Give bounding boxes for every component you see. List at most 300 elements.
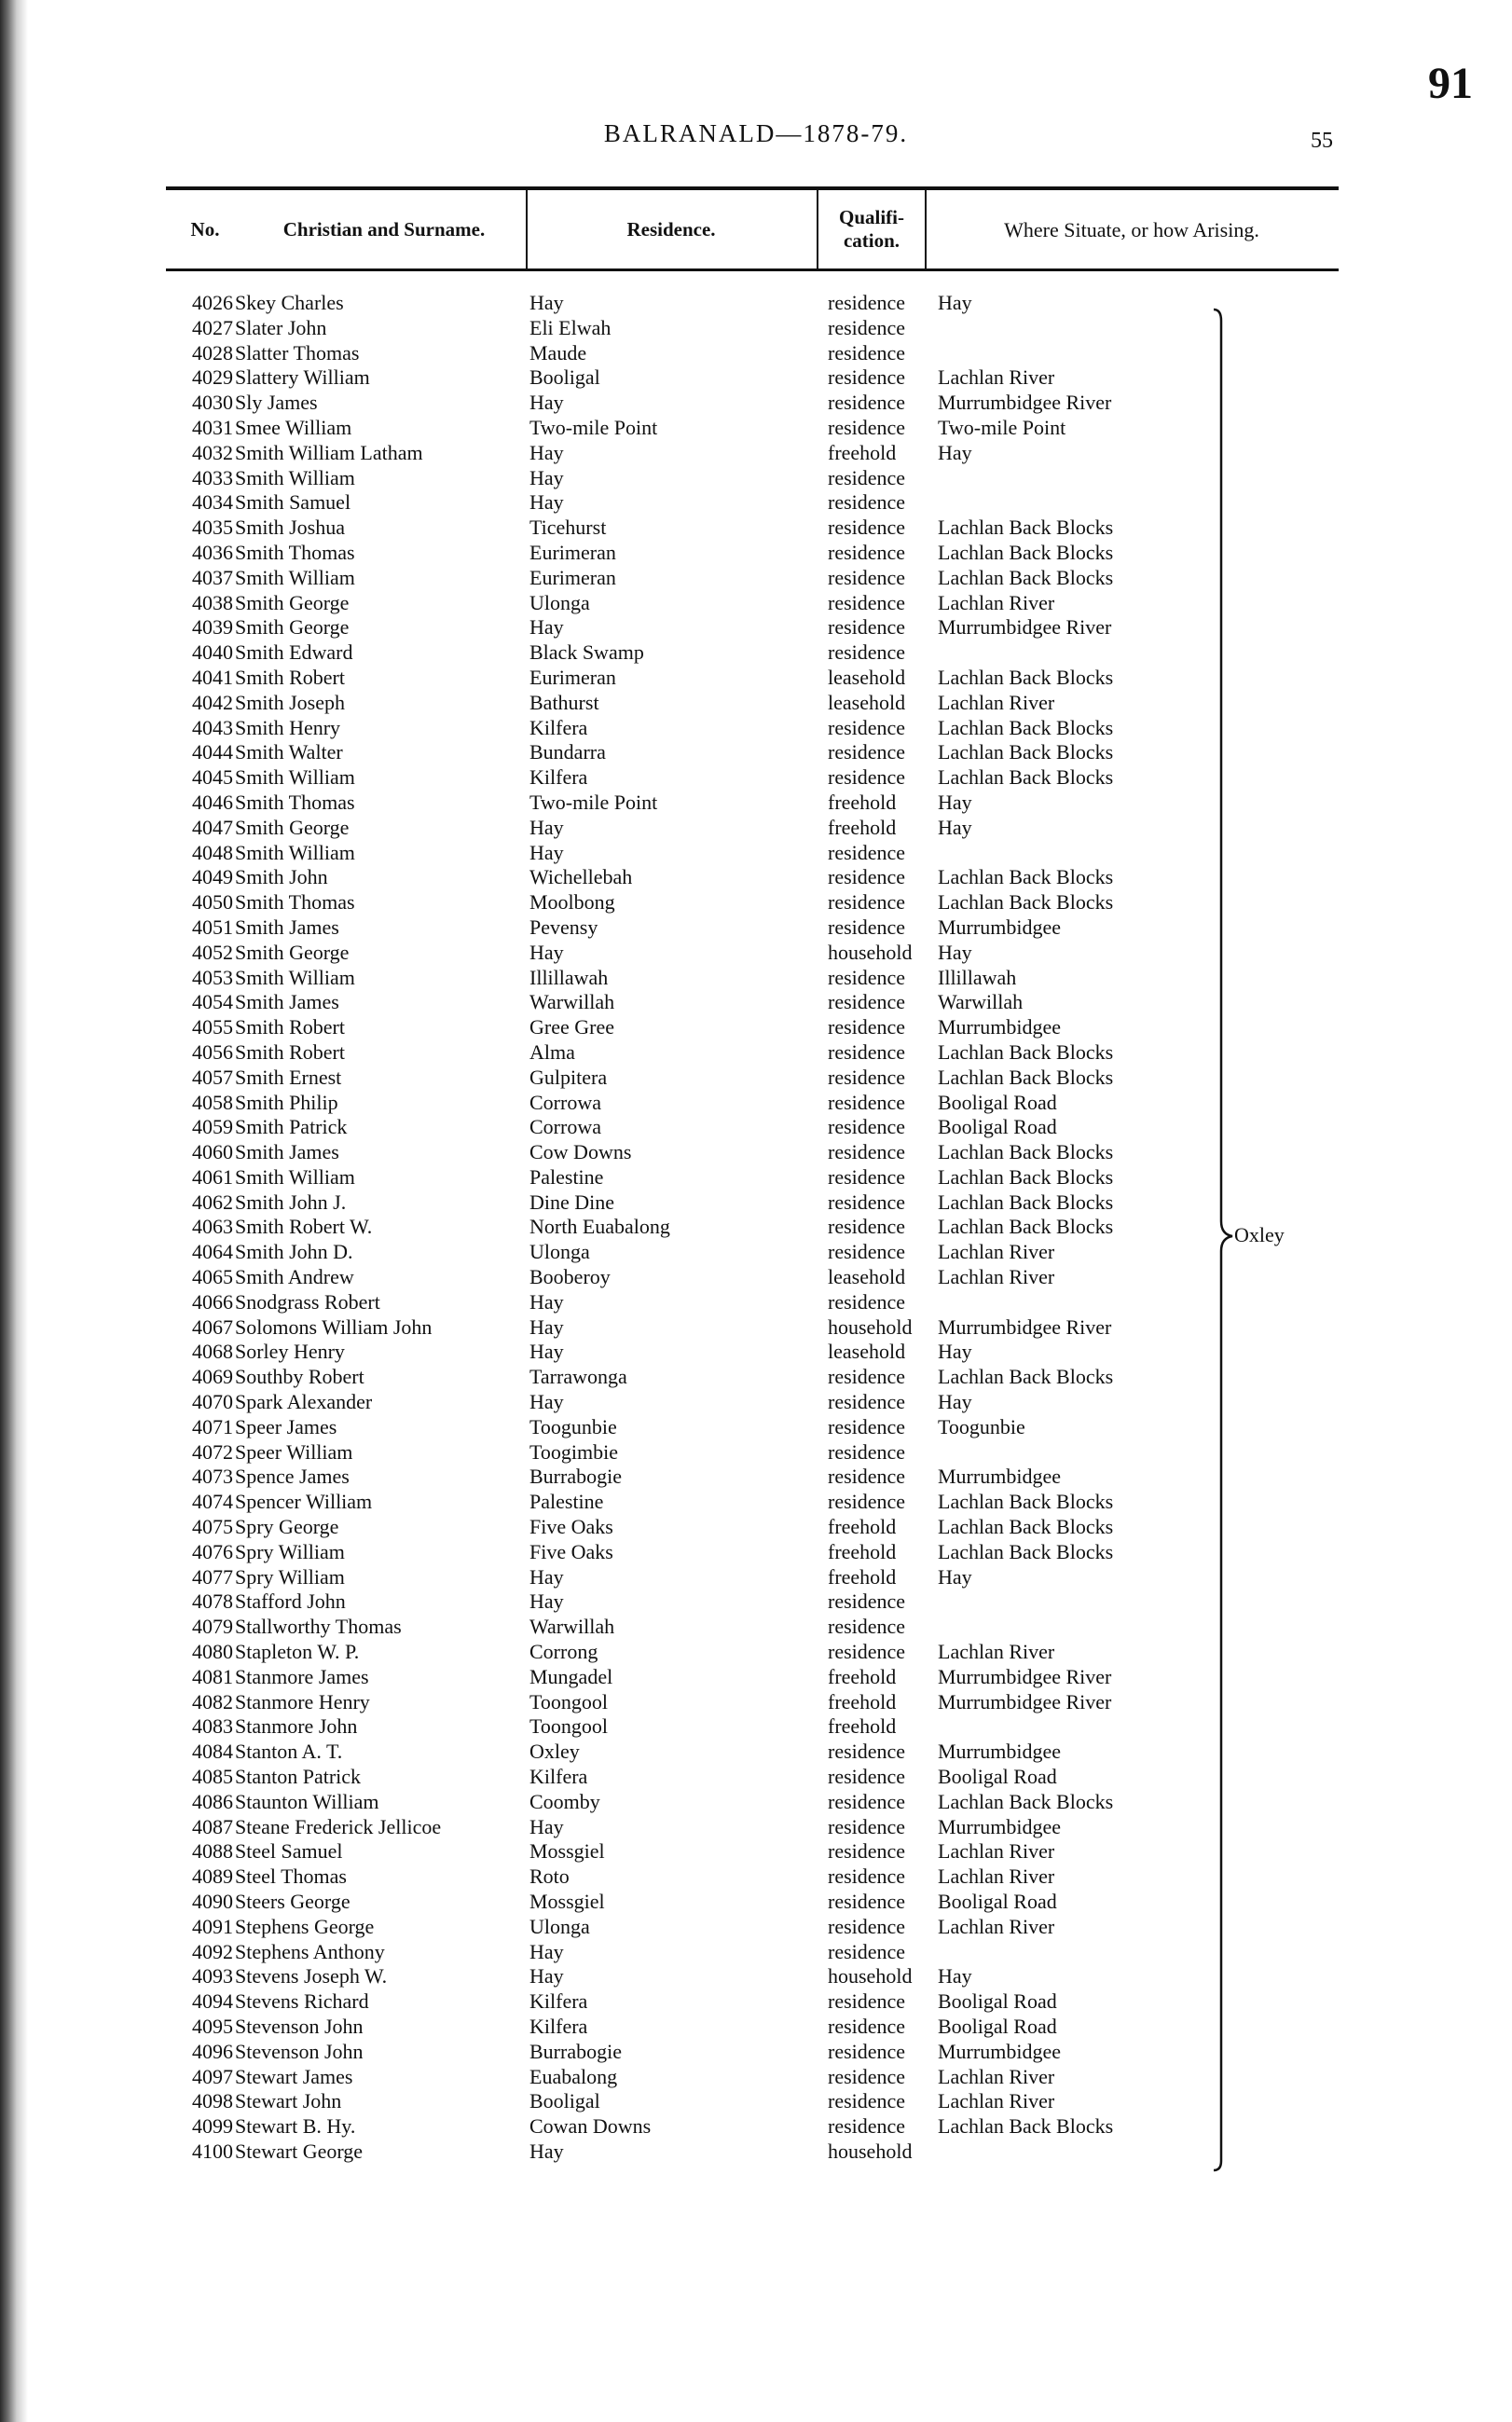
entry-name: Smith Henry: [235, 715, 341, 739]
entry-number: 4070: [192, 1390, 233, 1414]
entry-name: Stewart B. Hy.: [235, 2114, 356, 2139]
entry-where-situate: Booligal Road: [938, 1989, 1057, 2014]
entry-number: 4085: [192, 1765, 233, 1789]
entry-residence: Kilfera: [529, 2014, 588, 2038]
entry-residence: Euabalong: [529, 2064, 618, 2088]
entry-where-situate: Lachlan Back Blocks: [938, 1190, 1114, 1214]
entry-where-situate: Lachlan River: [938, 1914, 1055, 1938]
entry-residence: Toogunbie: [529, 1414, 617, 1438]
entry-name: Sly James: [235, 391, 318, 415]
column-header-name: Christian and Surname.: [282, 217, 486, 241]
entry-where-situate: Lachlan Back Blocks: [938, 565, 1114, 589]
table-row: [0, 890, 1512, 915]
entry-qualification: residence: [828, 1765, 906, 1789]
entry-number: 4062: [192, 1190, 233, 1214]
entry-residence: Hay: [529, 1289, 564, 1314]
entry-name: Smith Patrick: [235, 1115, 348, 1139]
table-row: [0, 791, 1512, 816]
entry-residence: Alma: [529, 1039, 575, 1064]
table-row: [0, 1665, 1512, 1690]
entry-where-situate: Hay: [938, 291, 972, 314]
entry-number: 4035: [192, 516, 233, 540]
entry-qualification: residence: [828, 1615, 906, 1639]
entry-qualification: freehold: [828, 1689, 897, 1713]
entry-number: 4046: [192, 790, 233, 814]
table-row: [0, 765, 1512, 791]
entry-qualification: residence: [828, 1640, 906, 1664]
entry-residence: Hay: [529, 1314, 564, 1339]
entry-number: 4081: [192, 1664, 233, 1688]
entry-where-situate: Murrumbidgee River: [938, 391, 1112, 415]
table-row: [0, 1690, 1512, 1715]
entry-qualification: freehold: [828, 1539, 897, 1563]
table-row: [0, 615, 1512, 640]
running-title: BALRANALD—1878-79.: [603, 119, 909, 147]
entry-number: 4040: [192, 640, 233, 665]
entry-qualification: residence: [828, 1439, 906, 1464]
entry-number: 4094: [192, 1989, 233, 2014]
entry-name: Smith Joseph: [235, 690, 345, 714]
entry-name: Smith Robert: [235, 665, 345, 689]
table-row: [0, 1066, 1512, 1091]
entry-where-situate: Lachlan River: [938, 2089, 1055, 2113]
entry-qualification: freehold: [828, 815, 897, 839]
entry-qualification: residence: [828, 2114, 906, 2139]
table-row: [0, 1615, 1512, 1640]
entry-residence: Hay: [529, 465, 564, 489]
entry-qualification: residence: [828, 1989, 906, 2014]
entry-residence: Hay: [529, 815, 564, 839]
entry-residence: Kilfera: [529, 1765, 588, 1789]
entry-residence: Ulonga: [529, 1914, 590, 1938]
entry-qualification: residence: [828, 915, 906, 939]
entry-residence: Bathurst: [529, 690, 599, 714]
table-row: [0, 316, 1512, 341]
entry-qualification: residence: [828, 1865, 906, 1889]
entry-number: 4072: [192, 1439, 233, 1464]
entry-where-situate: Booligal Road: [938, 1890, 1057, 1913]
entry-where-situate: Murrumbidgee: [938, 1740, 1061, 1764]
entry-residence: Booligal: [529, 2089, 600, 2113]
entry-where-situate: Lachlan Back Blocks: [938, 1365, 1114, 1389]
table-row: [0, 1964, 1512, 1989]
entry-name: Slatter Thomas: [235, 340, 360, 365]
table-row: [0, 1440, 1512, 1466]
entry-number: 4033: [192, 465, 233, 489]
entry-name: Spencer William: [235, 1490, 373, 1514]
table-row: [0, 441, 1512, 466]
entry-qualification: residence: [828, 465, 906, 489]
table-row: [0, 2140, 1512, 2165]
entry-number: 4082: [192, 1689, 233, 1713]
entry-qualification: household: [828, 1964, 913, 1989]
entry-number: 4039: [192, 615, 233, 640]
entry-qualification: residence: [828, 640, 906, 665]
entry-name: Southby Robert: [235, 1365, 364, 1389]
entry-residence: Eli Elwah: [529, 315, 612, 339]
table-row: [0, 1365, 1512, 1390]
entry-residence: Hay: [529, 490, 564, 515]
entry-number: 4047: [192, 815, 233, 839]
entry-qualification: household: [828, 940, 913, 964]
entry-number: 4038: [192, 590, 233, 614]
entry-name: Stanmore James: [235, 1664, 369, 1688]
entry-residence: Corrong: [529, 1640, 598, 1664]
entry-qualification: residence: [828, 291, 906, 314]
entry-number: 4058: [192, 1090, 233, 1114]
table-row: [0, 1215, 1512, 1240]
entry-number: 4063: [192, 1215, 233, 1239]
table-row: [0, 1915, 1512, 1940]
entry-qualification: freehold: [828, 1564, 897, 1589]
entry-residence: Palestine: [529, 1164, 604, 1189]
entry-residence: Kilfera: [529, 1989, 588, 2014]
table-row: [0, 941, 1512, 966]
entry-number: 4055: [192, 1015, 233, 1039]
entry-qualification: residence: [828, 1015, 906, 1039]
table-row: [0, 291, 1512, 316]
entry-name: Spry William: [235, 1564, 345, 1589]
entry-number: 4067: [192, 1314, 233, 1339]
entry-name: Stevens Joseph W.: [235, 1964, 388, 1989]
table-row: [0, 391, 1512, 416]
table-row: [0, 865, 1512, 890]
table-row: [0, 1315, 1512, 1341]
entry-qualification: residence: [828, 1215, 906, 1239]
entry-name: Stephens Anthony: [235, 1939, 385, 1963]
table-row: [0, 2040, 1512, 2065]
entry-qualification: household: [828, 1314, 913, 1339]
entry-name: Smith Joshua: [235, 516, 345, 540]
table-row: [0, 1240, 1512, 1265]
folio-number: 91: [1428, 59, 1473, 108]
table-row: [0, 490, 1512, 516]
entry-name: Spry William: [235, 1539, 345, 1563]
entry-residence: Toogimbie: [529, 1439, 619, 1464]
table-row: [0, 2015, 1512, 2040]
entry-qualification: residence: [828, 1890, 906, 1913]
entry-name: Smith Edward: [235, 640, 353, 665]
entry-where-situate: Murrumbidgee: [938, 2039, 1061, 2063]
table-row: [0, 716, 1512, 741]
entry-where-situate: Two-mile Point: [938, 415, 1066, 439]
entry-name: Stanmore John: [235, 1714, 358, 1739]
entry-number: 4097: [192, 2064, 233, 2088]
entry-name: Stafford John: [235, 1589, 346, 1614]
entry-name: Stephens George: [235, 1914, 375, 1938]
entry-where-situate: Murrumbidgee River: [938, 1314, 1112, 1339]
entry-residence: Gulpitera: [529, 1065, 608, 1089]
entry-residence: Hay: [529, 840, 564, 864]
entry-residence: Corrowa: [529, 1115, 601, 1139]
entry-residence: Palestine: [529, 1490, 604, 1514]
table-row: [0, 1565, 1512, 1590]
entry-qualification: residence: [828, 1465, 906, 1489]
entry-name: Staunton William: [235, 1789, 379, 1813]
entry-where-situate: Hay: [938, 1340, 972, 1364]
entry-residence: Hay: [529, 1340, 564, 1364]
table-row: [0, 2114, 1512, 2140]
entry-qualification: residence: [828, 516, 906, 540]
table-row: [0, 966, 1512, 991]
entry-residence: Hay: [529, 2139, 564, 2163]
entry-qualification: residence: [828, 840, 906, 864]
entry-name: Stewart James: [235, 2064, 353, 2088]
table-row: [0, 1940, 1512, 1965]
entry-number: 4098: [192, 2089, 233, 2113]
entry-qualification: residence: [828, 540, 906, 564]
entry-number: 4079: [192, 1615, 233, 1639]
entry-name: Smith Robert: [235, 1015, 345, 1039]
entry-name: Steane Frederick Jellicoe: [235, 1814, 442, 1838]
entry-residence: Bundarra: [529, 740, 606, 764]
entry-name: Smith Robert W.: [235, 1215, 373, 1239]
entry-residence: Toongool: [529, 1714, 609, 1739]
entry-where-situate: Lachlan Back Blocks: [938, 2114, 1114, 2139]
table-row: [0, 541, 1512, 566]
entry-residence: Hay: [529, 1390, 564, 1414]
entry-name: Sorley Henry: [235, 1340, 345, 1364]
entry-number: 4031: [192, 415, 233, 439]
table-row: [0, 1040, 1512, 1066]
entry-number: 4086: [192, 1789, 233, 1813]
entry-where-situate: Lachlan Back Blocks: [938, 1164, 1114, 1189]
entry-qualification: residence: [828, 1090, 906, 1114]
entry-name: Smith James: [235, 1140, 339, 1164]
column-header-no: No.: [190, 217, 220, 241]
entry-name: Snodgrass Robert: [235, 1289, 380, 1314]
entry-qualification: residence: [828, 2089, 906, 2113]
entry-number: 4045: [192, 765, 233, 790]
entry-name: Stevens Richard: [235, 1989, 369, 2014]
entry-name: Speer James: [235, 1414, 337, 1438]
entry-where-situate: Booligal Road: [938, 2014, 1057, 2038]
entry-qualification: residence: [828, 1115, 906, 1139]
entry-residence: Hay: [529, 291, 564, 314]
entry-name: Smith George: [235, 815, 350, 839]
table-row: [0, 2089, 1512, 2114]
entry-name: Smith William: [235, 565, 355, 589]
table-row: [0, 1415, 1512, 1440]
entry-where-situate: Lachlan River: [938, 1865, 1055, 1889]
table-row: [0, 1015, 1512, 1040]
entry-residence: Eurimeran: [529, 565, 616, 589]
entry-residence: Two-mile Point: [529, 415, 658, 439]
entry-where-situate: Booligal Road: [938, 1765, 1057, 1789]
table-row: [0, 1265, 1512, 1290]
column-header-qualification: Qualifi-cation.: [838, 206, 904, 252]
entry-where-situate: Lachlan Back Blocks: [938, 665, 1114, 689]
table-row: [0, 1091, 1512, 1116]
entry-where-situate: Lachlan Back Blocks: [938, 1140, 1114, 1164]
table-row: [0, 1815, 1512, 1840]
entry-number: 4078: [192, 1589, 233, 1614]
entry-number: 4032: [192, 440, 233, 464]
entry-qualification: residence: [828, 1240, 906, 1264]
table-row: [0, 640, 1512, 666]
entry-residence: Oxley: [529, 1740, 580, 1764]
entry-number: 4099: [192, 2114, 233, 2139]
table-row: [0, 365, 1512, 391]
entry-qualification: residence: [828, 1414, 906, 1438]
entry-number: 4048: [192, 840, 233, 864]
entry-qualification: residence: [828, 1814, 906, 1838]
entry-residence: Five Oaks: [529, 1515, 613, 1539]
entry-where-situate: Warwillah: [938, 990, 1024, 1014]
entry-name: Smith Philip: [235, 1090, 338, 1114]
entry-where-situate: Hay: [938, 815, 972, 839]
entry-number: 4036: [192, 540, 233, 564]
entry-residence: Warwillah: [529, 990, 615, 1014]
entry-name: Smith William Latham: [235, 440, 423, 464]
table-row: [0, 1714, 1512, 1740]
entry-residence: Mungadel: [529, 1664, 613, 1688]
header-bottom-rule: [166, 268, 1339, 271]
table-row: [0, 816, 1512, 841]
entry-name: Smith John: [235, 865, 328, 889]
entry-name: Smith Thomas: [235, 890, 355, 915]
entry-residence: Dine Dine: [529, 1190, 615, 1214]
entry-name: Smith Robert: [235, 1039, 345, 1064]
entry-qualification: residence: [828, 340, 906, 365]
entry-number: 4049: [192, 865, 233, 889]
table-row: [0, 1790, 1512, 1815]
entry-name: Stevenson John: [235, 2014, 364, 2038]
entry-where-situate: Lachlan Back Blocks: [938, 516, 1114, 540]
entry-where-situate: Lachlan Back Blocks: [938, 1789, 1114, 1813]
entry-where-situate: Hay: [938, 790, 972, 814]
entry-where-situate: Lachlan Back Blocks: [938, 865, 1114, 889]
entry-where-situate: Lachlan River: [938, 1640, 1055, 1664]
entry-name: Stanton Patrick: [235, 1765, 362, 1789]
entry-where-situate: Murrumbidgee: [938, 1015, 1061, 1039]
entry-number: 4090: [192, 1890, 233, 1913]
entry-name: Smith James: [235, 990, 339, 1014]
table-row: [0, 1515, 1512, 1540]
table-row: [0, 1865, 1512, 1890]
entry-name: Smith Walter: [235, 740, 343, 764]
entry-where-situate: Lachlan River: [938, 590, 1055, 614]
entry-qualification: residence: [828, 740, 906, 764]
table-row: [0, 1640, 1512, 1665]
entry-qualification: residence: [828, 1789, 906, 1813]
page-number: 55: [1311, 129, 1333, 153]
entry-where-situate: Hay: [938, 1564, 972, 1589]
table-row: [0, 1465, 1512, 1490]
entry-name: Steel Thomas: [235, 1865, 347, 1889]
entry-name: Stewart George: [235, 2139, 364, 2163]
entry-qualification: residence: [828, 2039, 906, 2063]
entry-number: 4060: [192, 1140, 233, 1164]
entry-residence: Hay: [529, 615, 564, 640]
entry-qualification: leasehold: [828, 1265, 906, 1289]
entry-number: 4052: [192, 940, 233, 964]
entry-number: 4091: [192, 1914, 233, 1938]
entry-number: 4037: [192, 565, 233, 589]
entry-where-situate: Illillawah: [938, 965, 1017, 989]
entry-where-situate: Lachlan Back Blocks: [938, 740, 1114, 764]
entry-qualification: residence: [828, 2014, 906, 2038]
entry-name: Smith William: [235, 465, 355, 489]
entry-name: Smith George: [235, 615, 350, 640]
entry-number: 4093: [192, 1964, 233, 1989]
table-row: [0, 566, 1512, 591]
entry-residence: Coomby: [529, 1789, 600, 1813]
column-header-residence: Residence.: [626, 217, 716, 241]
entry-number: 4087: [192, 1814, 233, 1838]
entry-qualification: residence: [828, 1365, 906, 1389]
entry-qualification: residence: [828, 765, 906, 790]
entry-qualification: residence: [828, 615, 906, 640]
entry-qualification: residence: [828, 965, 906, 989]
entry-where-situate: Lachlan River: [938, 1240, 1055, 1264]
entry-where-situate: Lachlan Back Blocks: [938, 540, 1114, 564]
entry-name: Stevenson John: [235, 2039, 364, 2063]
entry-qualification: residence: [828, 1140, 906, 1164]
entry-name: Speer William: [235, 1439, 353, 1464]
entry-name: Slater John: [235, 315, 327, 339]
table-row: [0, 1540, 1512, 1565]
entry-residence: Pevensy: [529, 915, 598, 939]
entry-number: 4061: [192, 1164, 233, 1189]
entry-residence: Warwillah: [529, 1615, 615, 1639]
entry-number: 4027: [192, 315, 233, 339]
table-row: [0, 1290, 1512, 1315]
entry-number: 4095: [192, 2014, 233, 2038]
entry-qualification: leasehold: [828, 1340, 906, 1364]
entry-name: Stewart John: [235, 2089, 342, 2113]
column-header-where: Where Situate, or how Arising.: [1004, 217, 1259, 241]
entry-name: Solomons William John: [235, 1314, 433, 1339]
entry-qualification: freehold: [828, 1664, 897, 1688]
entry-where-situate: Lachlan Back Blocks: [938, 890, 1114, 915]
entry-qualification: residence: [828, 1164, 906, 1189]
entry-number: 4028: [192, 340, 233, 365]
entry-name: Skey Charles: [235, 291, 344, 314]
entry-number: 4083: [192, 1714, 233, 1739]
entry-where-situate: Lachlan River: [938, 365, 1055, 390]
entry-residence: Hay: [529, 440, 564, 464]
table-row: [0, 516, 1512, 541]
entry-name: Stanmore Henry: [235, 1689, 370, 1713]
entry-number: 4044: [192, 740, 233, 764]
entry-residence: Black Swamp: [529, 640, 644, 665]
entry-residence: Booberoy: [529, 1265, 611, 1289]
entry-qualification: residence: [828, 565, 906, 589]
entry-where-situate: Lachlan Back Blocks: [938, 1539, 1114, 1563]
entry-number: 4054: [192, 990, 233, 1014]
column-divider: [817, 190, 818, 268]
entry-where-situate: Hay: [938, 440, 972, 464]
entry-name: Stapleton W. P.: [235, 1640, 360, 1664]
entry-qualification: residence: [828, 1390, 906, 1414]
entry-residence: Moolbong: [529, 890, 615, 915]
entry-number: 4041: [192, 665, 233, 689]
entry-residence: North Euabalong: [529, 1215, 670, 1239]
table-row: [0, 1190, 1512, 1216]
entry-number: 4096: [192, 2039, 233, 2063]
entry-qualification: residence: [828, 1490, 906, 1514]
entry-number: 4084: [192, 1740, 233, 1764]
table-row: [0, 466, 1512, 491]
entry-name: Stanton A. T.: [235, 1740, 343, 1764]
table-row: [0, 1490, 1512, 1515]
entry-number: 4029: [192, 365, 233, 390]
entry-where-situate: Lachlan River: [938, 2064, 1055, 2088]
entry-name: Smith Ernest: [235, 1065, 342, 1089]
entry-where-situate: Hay: [938, 1964, 972, 1989]
entry-residence: Burrabogie: [529, 2039, 622, 2063]
